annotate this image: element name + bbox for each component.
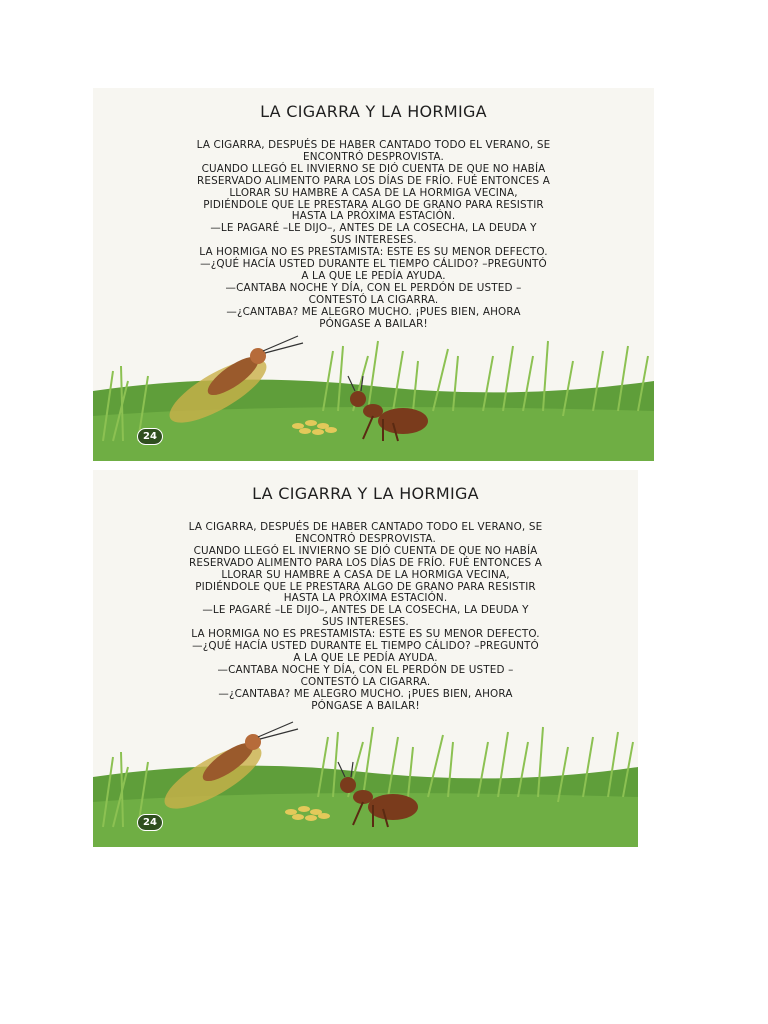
story-line: LLORAR SU HAMBRE A CASA DE LA HORMIGA VECINA, [221,568,510,581]
story-line: —¿QUÉ HACÍA USTED DURANTE EL TIEMPO CÁLIDO? –PREGUNTÓ [192,640,539,653]
story-line: PÓNGASE A BAILAR! [319,317,428,330]
page-number: 24 [137,814,163,831]
story-line: SUS INTERESES. [330,234,417,247]
story-line: —CANTABA NOCHE Y DÍA, CON EL PERDÓN DE USTED – [217,663,514,676]
story-line: LLORAR SU HAMBRE A CASA DE LA HORMIGA VECINA, [229,186,518,199]
story-line: A LA QUE LE PEDÍA AYUDA. [301,269,446,282]
story-line: LA HORMIGA NO ES PRESTAMISTA: ESTE ES SU MENOR DEFECTO. [199,246,548,259]
story-line: LA HORMIGA NO ES PRESTAMISTA: ESTE ES SU MENOR DEFECTO. [191,628,540,641]
story-line: —¿CANTABA? ME ALEGRO MUCHO. ¡PUES BIEN, AHORA [218,687,513,700]
story-line: CUANDO LLEGÓ EL INVIERNO SE DIÓ CUENTA DE QUE NO HABÍA [201,162,546,175]
meadow-illustration [93,717,638,847]
story-line: SUS INTERESES. [322,616,409,629]
story-line: CUANDO LLEGÓ EL INVIERNO SE DIÓ CUENTA DE QUE NO HABÍA [193,544,538,557]
page-number: 24 [137,428,163,445]
story-line: RESERVADO ALIMENTO PARA LOS DÍAS DE FRÍO. FUÉ ENTONCES A [196,174,550,187]
story-line: PIDIÉNDOLE QUE LE PRESTARA ALGO DE GRANO PARA RESISTIR [203,198,544,211]
story-line: PÓNGASE A BAILAR! [311,699,420,712]
story-line: CONTESTÓ LA CIGARRA. [300,675,431,688]
story-line: LA CIGARRA, DESPUÉS DE HABER CANTADO TODO EL VERANO, SE [188,521,543,533]
story-line: LA CIGARRA, DESPUÉS DE HABER CANTADO TODO EL VERANO, SE [196,139,551,151]
story-line: CONTESTÓ LA CIGARRA. [308,293,439,306]
story-line: HASTA LA PRÓXIMA ESTACIÓN. [283,592,448,605]
story-line: —LE PAGARÉ –LE DIJO–, ANTES DE LA COSECHA, LA DEUDA Y [202,604,529,617]
story-line: —¿CANTABA? ME ALEGRO MUCHO. ¡PUES BIEN, AHORA [226,305,521,318]
story-page-1 [93,88,654,461]
story-line: HASTA LA PRÓXIMA ESTACIÓN. [291,210,456,223]
story-line: —LE PAGARÉ –LE DIJO–, ANTES DE LA COSECHA, LA DEUDA Y [210,222,537,235]
page-title: LA CIGARRA Y LA HORMIGA [252,484,479,503]
story-line: —¿QUÉ HACÍA USTED DURANTE EL TIEMPO CÁLIDO? –PREGUNTÓ [200,258,547,271]
story-line: A LA QUE LE PEDÍA AYUDA. [293,651,438,664]
story-line: PIDIÉNDOLE QUE LE PRESTARA ALGO DE GRANO PARA RESISTIR [195,580,536,593]
page-title: LA CIGARRA Y LA HORMIGA [260,102,487,121]
story-line: RESERVADO ALIMENTO PARA LOS DÍAS DE FRÍO. FUÉ ENTONCES A [188,556,542,569]
meadow-illustration [93,331,654,461]
story-text [113,140,634,331]
story-text [113,522,618,713]
story-line: ENCONTRÓ DESPROVISTA. [295,532,436,545]
story-line: —CANTABA NOCHE Y DÍA, CON EL PERDÓN DE USTED – [225,281,522,294]
story-page-2 [93,470,638,847]
story-line: ENCONTRÓ DESPROVISTA. [303,150,444,163]
